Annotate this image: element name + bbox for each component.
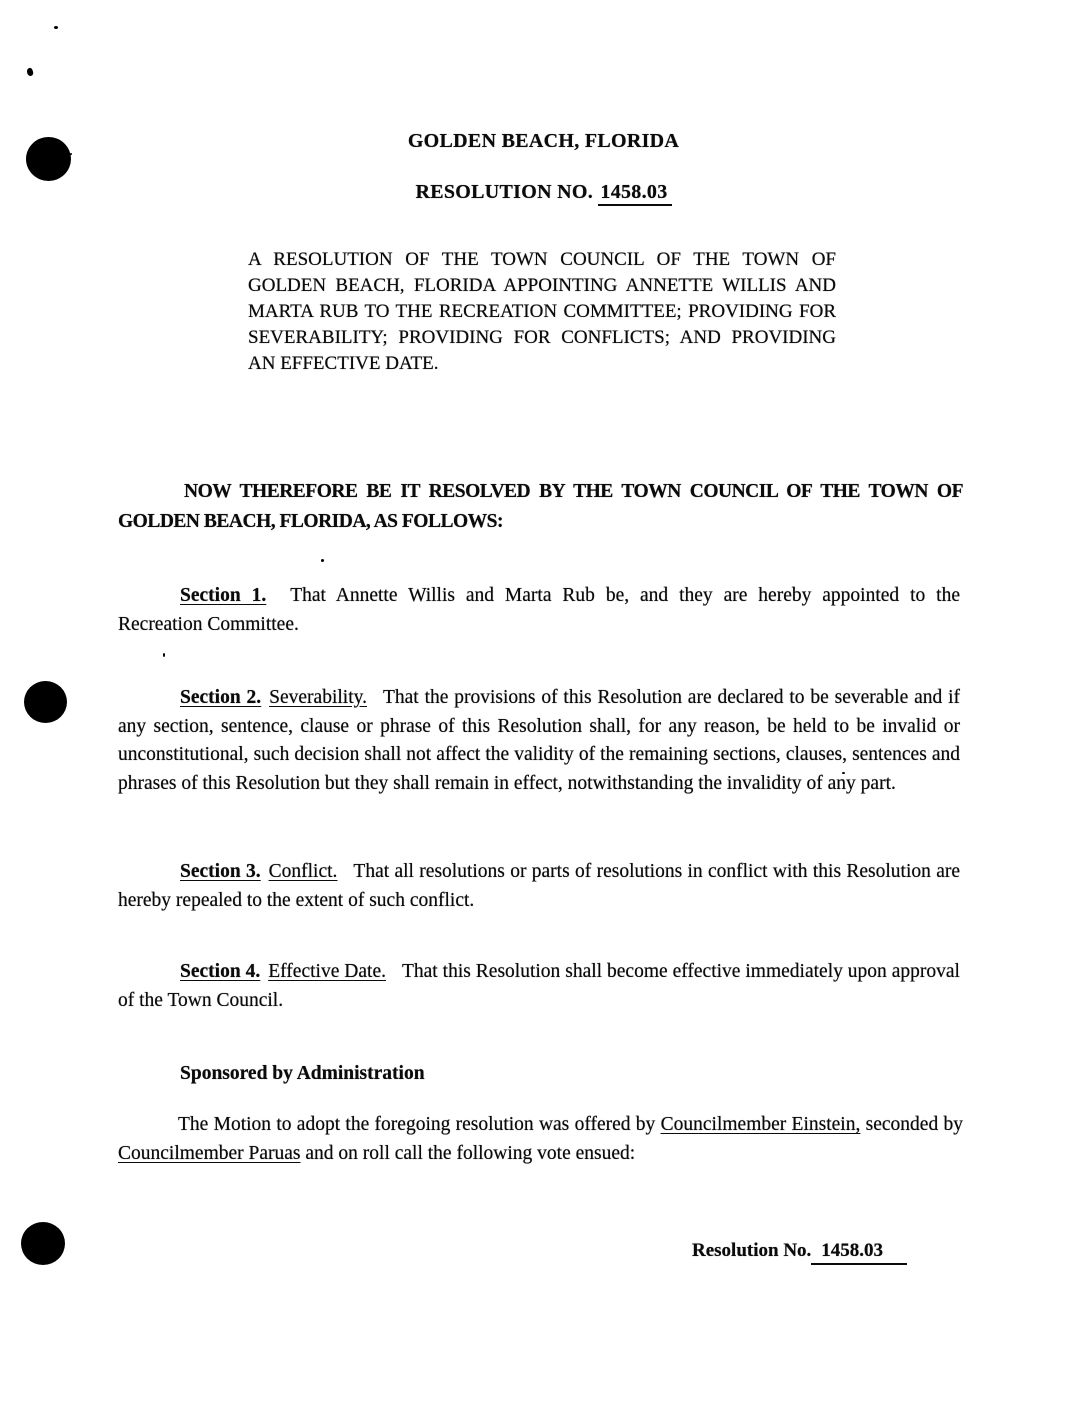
scan-speck [26,67,34,77]
section-4-text: That this Resolution shall become effective immediately upon approval of the Town Council. [118,961,960,1011]
motion-paragraph [118,1110,963,1168]
motion-seconder: Councilmember Paruas [118,1143,301,1164]
section-3-text: That all resolutions or parts of resolutions in conflict with this Resolution are hereby repealed to the extent of such conflict. [118,861,960,911]
footer-resolution-number [692,1240,907,1262]
resolved-clause: NOW THEREFORE BE IT RESOLVED BY THE TOWN COUNCIL OF THE TOWN OF GOLDEN BEACH, FLORIDA, AS FOLLOWS: [118,481,963,532]
motion-text-part2: seconded by [865,1114,964,1135]
section-2-paragraph [118,684,960,798]
section-2-text: That the provisions of this Resolution are declared to be severable and if any section, sentence, clause or phrase of this Resolution shall, for any reason, be held to be invalid or unconstitutional, such decision shall not affect the validity of the remaining sections, clauses, sentences and phrases of this Resolution but they shall remain in effect, notwithstanding the invalidity of any part. [118,687,960,794]
footer-resolution-label: Resolution No. [692,1240,812,1261]
scan-speck [70,153,72,155]
sponsor-line: Sponsored by Administration [180,1063,425,1084]
section-1-text: That Annette Willis and Marta Rub be, and they are hereby appointed to the Recreation Committee. [118,585,960,635]
section-2-heading: Section 2. [180,687,262,708]
scan-speck [321,559,324,562]
section-4-heading: Section 4. [180,961,261,982]
resolution-title-paragraph: A RESOLUTION OF THE TOWN COUNCIL OF THE TOWN OF GOLDEN BEACH, FLORIDA APPOINTING ANNETTE WILLIS AND MARTA RUB TO THE RECREATION COMMITTEE; PROVIDING FOR SEVERABILITY; PROVIDING FOR CONFLICTS; AND PROVIDING AN EFFECTIVE DATE. [248,249,836,374]
motion-text-part3: and on roll call the following vote ensued: [305,1143,636,1164]
scan-speck [54,26,58,29]
section-1-paragraph [118,582,960,639]
resolution-label: RESOLUTION NO. [415,181,594,203]
resolution-number-title [0,181,1087,204]
hole-punch-dot [24,681,67,723]
section-4-paragraph [118,958,960,1015]
section-3-paragraph [118,858,960,915]
section-2-subheading: Severability. [269,687,367,708]
section-1-heading: Section 1. [180,585,267,606]
section-4-subheading: Effective Date. [268,961,386,982]
resolution-number: 1458.03 [598,181,671,206]
motion-mover: Councilmember Einstein, [660,1114,861,1135]
footer-resolution-value: 1458.03 [811,1240,907,1265]
hole-punch-dot [21,1222,65,1265]
section-3-subheading: Conflict. [268,861,338,882]
motion-text-part1: The Motion to adopt the foregoing resolution was offered by [178,1114,656,1135]
scan-speck [163,653,165,657]
section-3-heading: Section 3. [180,861,261,882]
document-city-title: GOLDEN BEACH, FLORIDA [407,130,680,152]
